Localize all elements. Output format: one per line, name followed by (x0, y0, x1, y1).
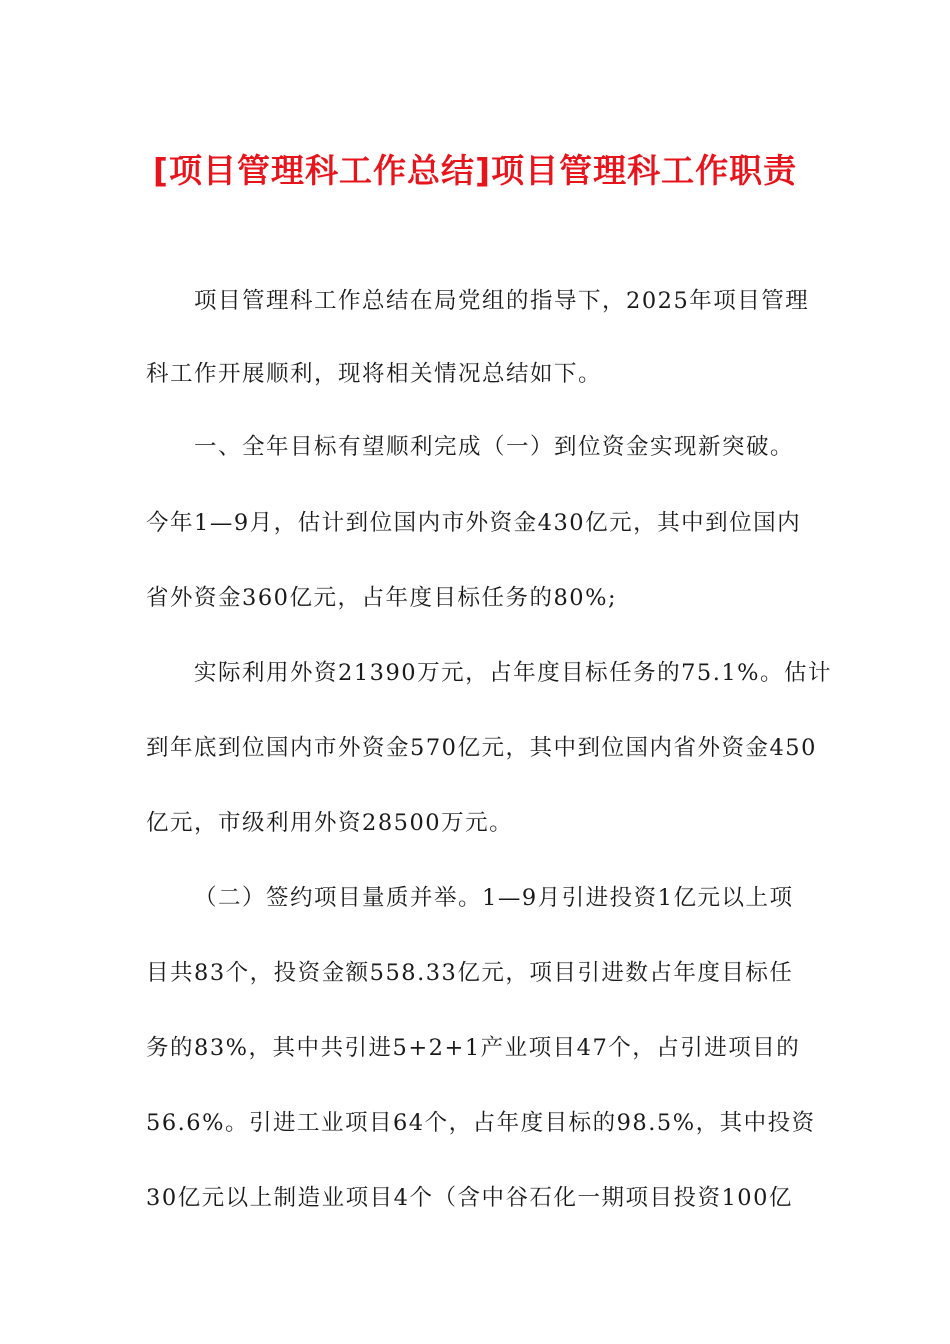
paragraph-line: 省外资金360亿元，占年度目标任务的80%; (146, 585, 618, 611)
paragraph-line: 到年底到位国内市外资金570亿元，其中到位国内省外资金450 (146, 735, 817, 761)
paragraph-line: 项目管理科工作总结在局党组的指导下，2025年项目管理 (194, 288, 810, 314)
paragraph-line: 亿元，市级利用外资28500万元。 (146, 810, 514, 836)
paragraph-line: 30亿元以上制造业项目4个（含中谷石化一期项目投资100亿 (146, 1185, 793, 1211)
paragraph-line: 务的83%，其中共引进5+2+1产业项目47个，占引进项目的 (146, 1035, 801, 1061)
paragraph-line: 今年1—9月，估计到位国内市外资金430亿元，其中到位国内 (146, 510, 802, 536)
paragraph-line: 一、全年目标有望顺利完成（一）到位资金实现新突破。 (194, 434, 795, 460)
paragraph-line: 实际利用外资21390万元，占年度目标任务的75.1%。估计 (194, 660, 833, 686)
document-title: [项目管理科工作总结]项目管理科工作职责 (152, 151, 798, 190)
paragraph-line: 56.6%。引进工业项目64个，占年度目标的98.5%，其中投资 (146, 1110, 816, 1136)
paragraph-line: （二）签约项目量质并举。1—9月引进投资1亿元以上项 (194, 885, 794, 911)
paragraph-line: 科工作开展顺利，现将相关情况总结如下。 (146, 361, 603, 387)
paragraph-line: 目共83个，投资金额558.33亿元，项目引进数占年度目标任 (146, 960, 794, 986)
